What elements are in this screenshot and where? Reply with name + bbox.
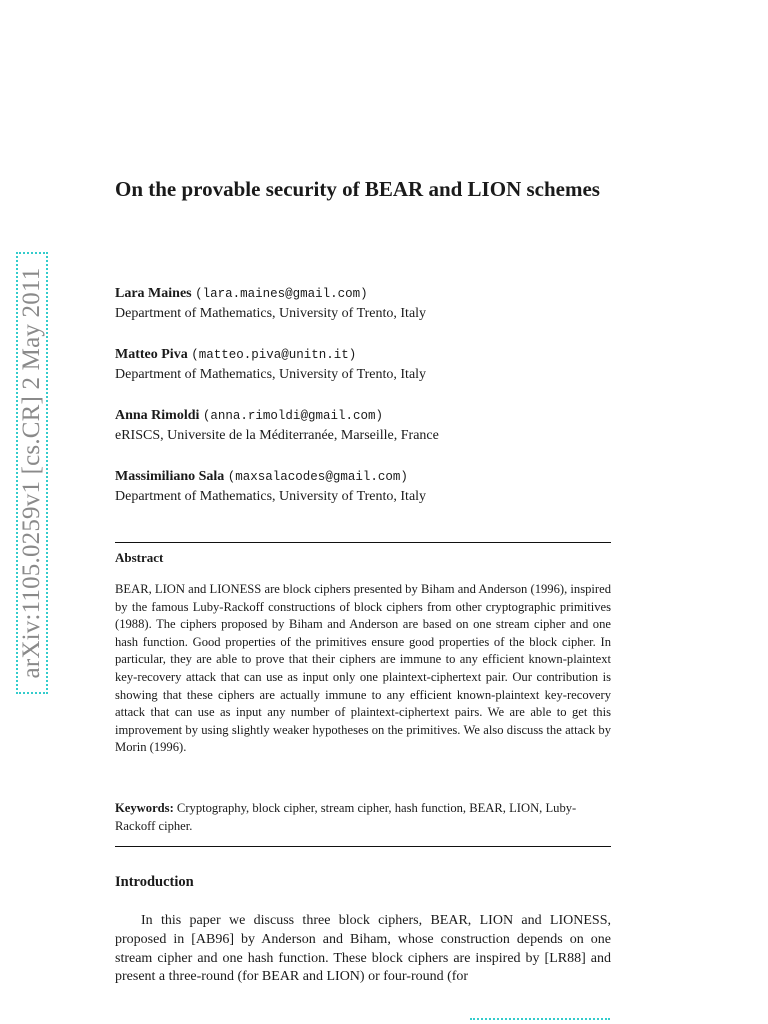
author-entry: [115, 284, 635, 323]
introduction-text: In this paper we discuss three block ciphers, BEAR, LION and LIONESS, proposed in [AB96] by Anderson and Biham, whose construction depends on one stream cipher and one hash function. These block ciphers are inspired by [LR88] and present a three-round (for BEAR and LION) or four-round (for: [115, 913, 611, 985]
author-entry: [115, 406, 635, 445]
author-list: [115, 284, 635, 528]
abstract-bottom-divider: [115, 846, 611, 847]
keywords-label: Keywords:: [115, 801, 174, 815]
author-affiliation: eRISCS, Universite de la Méditerranée, Marseille, France: [115, 428, 439, 443]
author-name: Matteo Piva: [115, 347, 188, 362]
abstract-text: BEAR, LION and LIONESS are block ciphers presented by Biham and Anderson (1996), inspired by the famous Luby-Rackoff constructions of block ciphers from other cryptographic primitives (1988). The ciphers proposed by Biham and Anderson are based on one stream cipher and one hash function. Good properties of the primitives ensure good properties of the block cipher. In particular, they are able to prove that their ciphers are immune to any efficient known-plaintext key-recovery attack that can use as input only one plaintext-ciphertext pair. Our contribution is showing that these ciphers are actually immune to any efficient known-plaintext key-recovery attack that can use as input any number of plaintext-ciphertext pairs. We are able to get this improvement by using slightly weaker hypotheses on the primitives. We also discuss the attack by Morin (1996).: [115, 582, 611, 755]
author-affiliation: Department of Mathematics, University of Trento, Italy: [115, 306, 427, 321]
author-email: (lara.maines@gmail.com): [195, 287, 368, 301]
author-affiliation: Department of Mathematics, University of Trento, Italy: [115, 367, 427, 382]
arxiv-margin-stamp: [16, 252, 48, 694]
author-entry: [115, 467, 635, 506]
arxiv-identifier: arXiv:1105.0259v1 [cs.CR] 2 May 2011: [18, 267, 45, 679]
author-email: (matteo.piva@unitn.it): [191, 348, 357, 362]
author-affiliation: Department of Mathematics, University of Trento, Italy: [115, 489, 427, 504]
keywords-text: Cryptography, block cipher, stream cipher, hash function, BEAR, LION, Luby-Rackoff cipher.: [115, 801, 577, 833]
author-name: Massimiliano Sala: [115, 469, 225, 484]
author-entry: [115, 345, 635, 384]
abstract-heading: Abstract: [115, 550, 164, 565]
author-email: (anna.rimoldi@gmail.com): [202, 409, 383, 423]
author-name: Anna Rimoldi: [115, 408, 200, 423]
introduction-heading: Introduction: [115, 874, 194, 890]
paper-title: On the provable security of BEAR and LION schemes: [115, 177, 600, 201]
keywords-block: [115, 800, 611, 835]
author-email: (maxsalacodes@gmail.com): [227, 470, 408, 484]
abstract-top-divider: [115, 542, 611, 543]
link-border-dots: [470, 1018, 610, 1020]
author-name: Lara Maines: [115, 286, 192, 301]
